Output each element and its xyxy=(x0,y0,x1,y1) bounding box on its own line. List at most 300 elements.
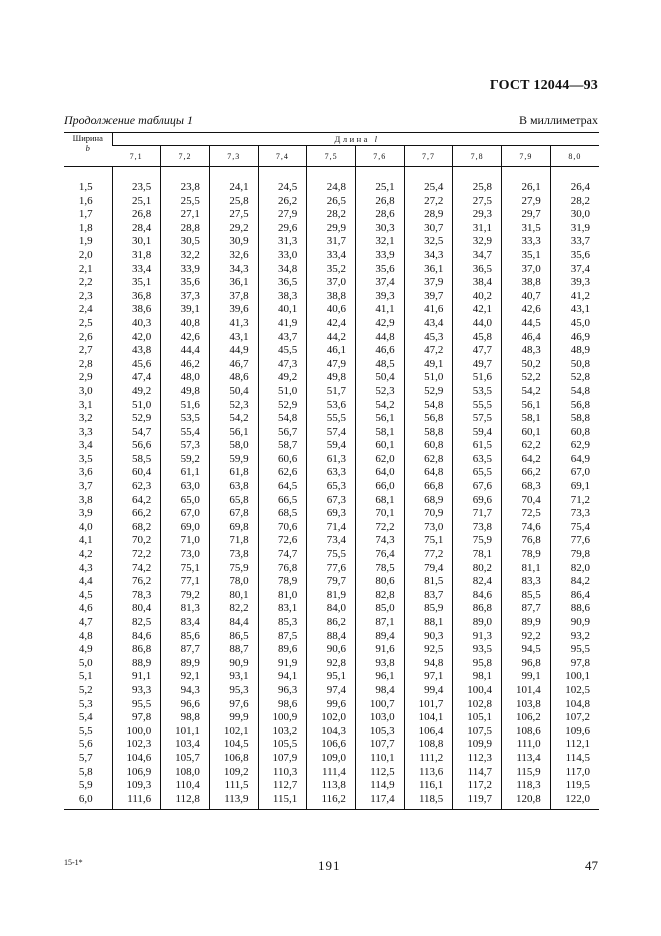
value-cell: 118,5 xyxy=(404,793,453,810)
value-cell: 29,3 xyxy=(453,208,502,222)
value-cell: 30,5 xyxy=(161,235,210,249)
value-cell: 95,5 xyxy=(550,643,599,657)
value-cell: 60,4 xyxy=(112,466,161,480)
table-row xyxy=(64,575,599,589)
value-cell: 31,5 xyxy=(502,222,551,236)
value-cell: 113,8 xyxy=(307,779,356,793)
value-cell: 51,0 xyxy=(112,399,161,413)
value-cell: 86,4 xyxy=(550,589,599,603)
value-cell: 58,0 xyxy=(209,439,258,453)
length-symbol: l xyxy=(374,134,377,144)
value-cell: 27,9 xyxy=(502,195,551,209)
width-cell: 3,9 xyxy=(78,507,93,520)
value-cell: 34,3 xyxy=(209,263,258,277)
value-cell: 60,6 xyxy=(258,453,307,467)
value-cell: 47,4 xyxy=(112,371,161,385)
table-row xyxy=(64,453,599,467)
value-cell: 32,2 xyxy=(161,249,210,263)
value-cell: 99,9 xyxy=(209,711,258,725)
value-cell: 72,2 xyxy=(355,521,404,535)
table-row xyxy=(64,602,599,616)
value-cell: 93,1 xyxy=(209,670,258,684)
value-cell: 66,0 xyxy=(355,480,404,494)
value-cell: 59,4 xyxy=(453,426,502,440)
value-cell: 52,9 xyxy=(112,412,161,426)
value-cell: 104,3 xyxy=(307,725,356,739)
value-cell: 88,4 xyxy=(307,630,356,644)
value-cell: 85,5 xyxy=(502,589,551,603)
value-cell: 79,2 xyxy=(161,589,210,603)
value-cell: 100,9 xyxy=(258,711,307,725)
value-cell: 48,3 xyxy=(502,344,551,358)
table-row xyxy=(64,589,599,603)
value-cell: 28,4 xyxy=(112,222,161,236)
value-cell: 45,0 xyxy=(550,317,599,331)
value-cell: 70,4 xyxy=(502,494,551,508)
value-cell: 40,6 xyxy=(307,303,356,317)
value-cell: 97,6 xyxy=(209,698,258,712)
value-cell: 54,8 xyxy=(404,399,453,413)
value-cell: 85,3 xyxy=(258,616,307,630)
value-cell: 82,2 xyxy=(209,602,258,616)
value-cell: 76,4 xyxy=(355,548,404,562)
value-cell: 83,3 xyxy=(502,575,551,589)
width-header-label: Ширина xyxy=(72,133,103,143)
value-cell: 74,3 xyxy=(355,534,404,548)
value-cell: 56,8 xyxy=(404,412,453,426)
value-cell: 78,9 xyxy=(258,575,307,589)
value-cell: 44,9 xyxy=(209,344,258,358)
value-cell: 60,1 xyxy=(355,439,404,453)
value-cell: 102,1 xyxy=(209,725,258,739)
value-cell: 42,9 xyxy=(355,317,404,331)
value-cell: 37,4 xyxy=(355,276,404,290)
value-cell: 62,2 xyxy=(502,439,551,453)
value-cell: 91,3 xyxy=(453,630,502,644)
value-cell: 43,1 xyxy=(209,331,258,345)
value-cell: 48,6 xyxy=(209,371,258,385)
value-cell: 113,6 xyxy=(404,766,453,780)
value-cell: 72,5 xyxy=(502,507,551,521)
value-cell: 75,9 xyxy=(453,534,502,548)
value-cell: 40,8 xyxy=(161,317,210,331)
value-cell: 91,6 xyxy=(355,643,404,657)
value-cell: 25,1 xyxy=(355,181,404,195)
width-cell: 3,7 xyxy=(78,480,93,493)
value-cell: 108,0 xyxy=(161,766,210,780)
value-cell: 50,8 xyxy=(550,358,599,372)
value-cell: 84,2 xyxy=(550,575,599,589)
value-cell: 91,1 xyxy=(112,670,161,684)
value-cell: 67,0 xyxy=(550,466,599,480)
value-cell: 112,5 xyxy=(355,766,404,780)
value-cell: 103,2 xyxy=(258,725,307,739)
table-row xyxy=(64,181,599,195)
value-cell: 109,3 xyxy=(112,779,161,793)
value-cell: 61,5 xyxy=(453,439,502,453)
value-cell: 38,3 xyxy=(258,290,307,304)
value-cell: 53,5 xyxy=(161,412,210,426)
value-cell: 41,2 xyxy=(550,290,599,304)
value-cell: 47,7 xyxy=(453,344,502,358)
value-cell: 33,9 xyxy=(355,249,404,263)
value-cell: 44,5 xyxy=(502,317,551,331)
value-cell: 43,4 xyxy=(404,317,453,331)
value-cell: 69,0 xyxy=(161,521,210,535)
value-cell: 28,2 xyxy=(550,195,599,209)
value-cell: 41,1 xyxy=(355,303,404,317)
value-cell: 99,4 xyxy=(404,684,453,698)
value-cell: 94,1 xyxy=(258,670,307,684)
value-cell: 37,8 xyxy=(209,290,258,304)
value-cell: 36,1 xyxy=(209,276,258,290)
value-cell: 73,4 xyxy=(307,534,356,548)
value-cell: 27,1 xyxy=(161,208,210,222)
value-cell: 72,6 xyxy=(258,534,307,548)
width-cell: 2,2 xyxy=(78,276,93,289)
value-cell: 111,2 xyxy=(404,752,453,766)
value-cell: 89,0 xyxy=(453,616,502,630)
width-cell: 2,8 xyxy=(78,357,93,370)
value-cell: 33,4 xyxy=(307,249,356,263)
value-cell: 46,9 xyxy=(550,331,599,345)
document-code: ГОСТ 12044—93 xyxy=(489,78,598,93)
value-cell: 34,7 xyxy=(453,249,502,263)
width-cell: 2,1 xyxy=(78,262,93,275)
table-row xyxy=(64,779,599,793)
value-cell: 35,1 xyxy=(112,276,161,290)
table-row xyxy=(64,290,599,304)
value-cell: 23,5 xyxy=(112,181,161,195)
table-row xyxy=(64,698,599,712)
value-cell: 102,3 xyxy=(112,738,161,752)
value-cell: 111,6 xyxy=(112,793,161,810)
value-cell: 62,6 xyxy=(258,466,307,480)
table-row xyxy=(64,426,599,440)
value-cell: 37,0 xyxy=(307,276,356,290)
value-cell: 100,4 xyxy=(453,684,502,698)
value-cell: 88,1 xyxy=(404,616,453,630)
value-cell: 25,1 xyxy=(112,195,161,209)
length-header-cell: 7,5 xyxy=(307,146,356,167)
length-header-cell: 7,8 xyxy=(453,146,502,167)
value-cell: 104,6 xyxy=(112,752,161,766)
value-cell: 89,9 xyxy=(502,616,551,630)
value-cell: 56,1 xyxy=(209,426,258,440)
value-cell: 42,6 xyxy=(502,303,551,317)
value-cell: 89,4 xyxy=(355,630,404,644)
value-cell: 37,0 xyxy=(502,263,551,277)
width-cell: 5,3 xyxy=(78,697,93,710)
value-cell: 26,4 xyxy=(550,181,599,195)
value-cell: 106,4 xyxy=(404,725,453,739)
value-cell: 116,2 xyxy=(307,793,356,810)
value-cell: 28,9 xyxy=(404,208,453,222)
value-cell: 77,1 xyxy=(161,575,210,589)
value-cell: 44,8 xyxy=(355,331,404,345)
value-cell: 82,8 xyxy=(355,589,404,603)
value-cell: 60,8 xyxy=(550,426,599,440)
value-cell: 67,6 xyxy=(453,480,502,494)
value-cell: 68,1 xyxy=(355,494,404,508)
value-cell: 26,2 xyxy=(258,195,307,209)
value-cell: 52,9 xyxy=(258,399,307,413)
value-cell: 58,7 xyxy=(258,439,307,453)
value-cell: 31,1 xyxy=(453,222,502,236)
value-cell: 43,8 xyxy=(112,344,161,358)
width-cell: 3,8 xyxy=(78,493,93,506)
table-row xyxy=(64,276,599,290)
value-cell: 81,1 xyxy=(502,562,551,576)
width-cell: 5,7 xyxy=(78,751,93,764)
value-cell: 44,2 xyxy=(307,331,356,345)
value-cell: 100,7 xyxy=(355,698,404,712)
value-cell: 93,2 xyxy=(550,630,599,644)
value-cell: 67,8 xyxy=(209,507,258,521)
value-cell: 112,8 xyxy=(161,793,210,810)
value-cell: 82,5 xyxy=(112,616,161,630)
value-cell: 51,0 xyxy=(404,371,453,385)
table-row xyxy=(64,358,599,372)
value-cell: 97,1 xyxy=(404,670,453,684)
value-cell: 31,9 xyxy=(550,222,599,236)
value-cell: 39,1 xyxy=(161,303,210,317)
value-cell: 96,6 xyxy=(161,698,210,712)
table-row xyxy=(64,317,599,331)
value-cell: 101,1 xyxy=(161,725,210,739)
value-cell: 90,9 xyxy=(550,616,599,630)
value-cell: 46,1 xyxy=(307,344,356,358)
value-cell: 119,7 xyxy=(453,793,502,810)
value-cell: 55,5 xyxy=(453,399,502,413)
value-cell: 100,0 xyxy=(112,725,161,739)
value-cell: 113,9 xyxy=(209,793,258,810)
value-cell: 116,1 xyxy=(404,779,453,793)
value-cell: 48,5 xyxy=(355,358,404,372)
value-cell: 71,2 xyxy=(550,494,599,508)
table-row xyxy=(64,208,599,222)
table-row xyxy=(64,725,599,739)
value-cell: 94,3 xyxy=(161,684,210,698)
value-cell: 51,6 xyxy=(161,399,210,413)
value-cell: 95,3 xyxy=(209,684,258,698)
value-cell: 52,9 xyxy=(404,385,453,399)
value-cell: 79,4 xyxy=(404,562,453,576)
value-cell: 111,0 xyxy=(502,738,551,752)
value-cell: 96,1 xyxy=(355,670,404,684)
width-cell: 2,6 xyxy=(78,330,93,343)
value-cell: 69,1 xyxy=(550,480,599,494)
value-cell: 27,5 xyxy=(209,208,258,222)
value-cell: 86,2 xyxy=(307,616,356,630)
width-cell: 4,8 xyxy=(78,629,93,642)
table-row xyxy=(64,371,599,385)
width-cell: 1,9 xyxy=(78,235,93,248)
value-cell: 45,3 xyxy=(404,331,453,345)
value-cell: 78,0 xyxy=(209,575,258,589)
value-cell: 45,8 xyxy=(453,331,502,345)
value-cell: 48,9 xyxy=(550,344,599,358)
value-cell: 60,1 xyxy=(502,426,551,440)
value-cell: 114,5 xyxy=(550,752,599,766)
value-cell: 81,3 xyxy=(161,602,210,616)
value-cell: 92,2 xyxy=(502,630,551,644)
value-cell: 56,8 xyxy=(550,399,599,413)
value-cell: 98,4 xyxy=(355,684,404,698)
table-row xyxy=(64,494,599,508)
value-cell: 39,6 xyxy=(209,303,258,317)
value-cell: 115,9 xyxy=(502,766,551,780)
value-cell: 106,9 xyxy=(112,766,161,780)
value-cell: 107,7 xyxy=(355,738,404,752)
value-cell: 87,7 xyxy=(502,602,551,616)
width-cell: 5,9 xyxy=(78,779,93,792)
value-cell: 97,8 xyxy=(550,657,599,671)
value-cell: 98,8 xyxy=(161,711,210,725)
value-cell: 60,8 xyxy=(404,439,453,453)
value-cell: 89,6 xyxy=(258,643,307,657)
table-row xyxy=(64,249,599,263)
value-cell: 49,8 xyxy=(161,385,210,399)
value-cell: 49,7 xyxy=(453,358,502,372)
value-cell: 26,8 xyxy=(112,208,161,222)
width-cell: 5,5 xyxy=(78,724,93,737)
value-cell: 61,8 xyxy=(209,466,258,480)
table-row xyxy=(64,616,599,630)
value-cell: 103,8 xyxy=(502,698,551,712)
value-cell: 76,8 xyxy=(502,534,551,548)
value-cell: 114,7 xyxy=(453,766,502,780)
value-cell: 46,6 xyxy=(355,344,404,358)
value-cell: 58,1 xyxy=(502,412,551,426)
table-row xyxy=(64,766,599,780)
value-cell: 73,8 xyxy=(453,521,502,535)
value-cell: 72,2 xyxy=(112,548,161,562)
value-cell: 105,5 xyxy=(258,738,307,752)
value-cell: 35,6 xyxy=(355,263,404,277)
table-body xyxy=(64,181,599,810)
table-row xyxy=(64,752,599,766)
value-cell: 46,7 xyxy=(209,358,258,372)
table-row xyxy=(64,657,599,671)
value-cell: 52,8 xyxy=(550,371,599,385)
value-cell: 52,3 xyxy=(209,399,258,413)
value-cell: 118,3 xyxy=(502,779,551,793)
value-cell: 110,4 xyxy=(161,779,210,793)
value-cell: 56,1 xyxy=(502,399,551,413)
value-cell: 69,3 xyxy=(307,507,356,521)
value-cell: 49,8 xyxy=(307,371,356,385)
value-cell: 47,2 xyxy=(404,344,453,358)
value-cell: 90,9 xyxy=(209,657,258,671)
width-cell: 2,5 xyxy=(78,316,93,329)
value-cell: 61,3 xyxy=(307,453,356,467)
value-cell: 104,5 xyxy=(209,738,258,752)
value-cell: 55,5 xyxy=(307,412,356,426)
width-cell: 4,7 xyxy=(78,616,93,628)
value-cell: 71,4 xyxy=(307,521,356,535)
value-cell: 62,0 xyxy=(355,453,404,467)
width-column-header xyxy=(64,133,112,167)
table-row xyxy=(64,222,599,236)
value-cell: 27,5 xyxy=(453,195,502,209)
table-row xyxy=(64,480,599,494)
value-cell: 69,6 xyxy=(453,494,502,508)
value-cell: 106,2 xyxy=(502,711,551,725)
value-cell: 40,1 xyxy=(258,303,307,317)
value-cell: 90,3 xyxy=(404,630,453,644)
value-cell: 41,9 xyxy=(258,317,307,331)
value-cell: 67,3 xyxy=(307,494,356,508)
value-cell: 66,8 xyxy=(404,480,453,494)
value-cell: 76,2 xyxy=(112,575,161,589)
value-cell: 29,9 xyxy=(307,222,356,236)
value-cell: 93,3 xyxy=(112,684,161,698)
value-cell: 83,1 xyxy=(258,602,307,616)
width-cell: 3,3 xyxy=(78,425,93,438)
value-cell: 69,8 xyxy=(209,521,258,535)
value-cell: 43,1 xyxy=(550,303,599,317)
value-cell: 85,6 xyxy=(161,630,210,644)
table-row xyxy=(64,344,599,358)
value-cell: 58,1 xyxy=(355,426,404,440)
table-row xyxy=(64,439,599,453)
value-cell: 75,5 xyxy=(307,548,356,562)
value-cell: 59,2 xyxy=(161,453,210,467)
value-cell: 57,3 xyxy=(161,439,210,453)
value-cell: 41,3 xyxy=(209,317,258,331)
width-cell: 2,0 xyxy=(78,248,93,261)
value-cell: 58,8 xyxy=(550,412,599,426)
value-cell: 87,5 xyxy=(258,630,307,644)
value-cell: 54,2 xyxy=(355,399,404,413)
width-cell: 4,4 xyxy=(78,575,93,588)
value-cell: 86,5 xyxy=(209,630,258,644)
value-cell: 74,7 xyxy=(258,548,307,562)
value-cell: 32,6 xyxy=(209,249,258,263)
value-cell: 71,8 xyxy=(209,534,258,548)
value-cell: 34,8 xyxy=(258,263,307,277)
value-cell: 84,6 xyxy=(453,589,502,603)
value-cell: 78,5 xyxy=(355,562,404,576)
value-cell: 85,9 xyxy=(404,602,453,616)
value-cell: 38,8 xyxy=(307,290,356,304)
value-cell: 68,2 xyxy=(112,521,161,535)
table-row xyxy=(64,521,599,535)
value-cell: 109,9 xyxy=(453,738,502,752)
table-row xyxy=(64,548,599,562)
length-header-cell: 7,7 xyxy=(404,146,453,167)
width-cell: 1,5 xyxy=(78,181,93,193)
width-cell: 4,0 xyxy=(78,520,93,533)
value-cell: 54,2 xyxy=(502,385,551,399)
value-cell: 32,9 xyxy=(453,235,502,249)
value-cell: 109,0 xyxy=(307,752,356,766)
value-cell: 48,0 xyxy=(161,371,210,385)
value-cell: 107,2 xyxy=(550,711,599,725)
value-cell: 81,0 xyxy=(258,589,307,603)
length-header-label: Длина xyxy=(334,134,370,144)
value-cell: 82,0 xyxy=(550,562,599,576)
width-cell: 5,4 xyxy=(78,711,93,724)
value-cell: 50,4 xyxy=(355,371,404,385)
value-cell: 45,5 xyxy=(258,344,307,358)
width-cell: 5,0 xyxy=(78,656,93,669)
data-table xyxy=(64,132,599,810)
value-cell: 33,7 xyxy=(550,235,599,249)
value-cell: 37,4 xyxy=(550,263,599,277)
table-row xyxy=(64,562,599,576)
